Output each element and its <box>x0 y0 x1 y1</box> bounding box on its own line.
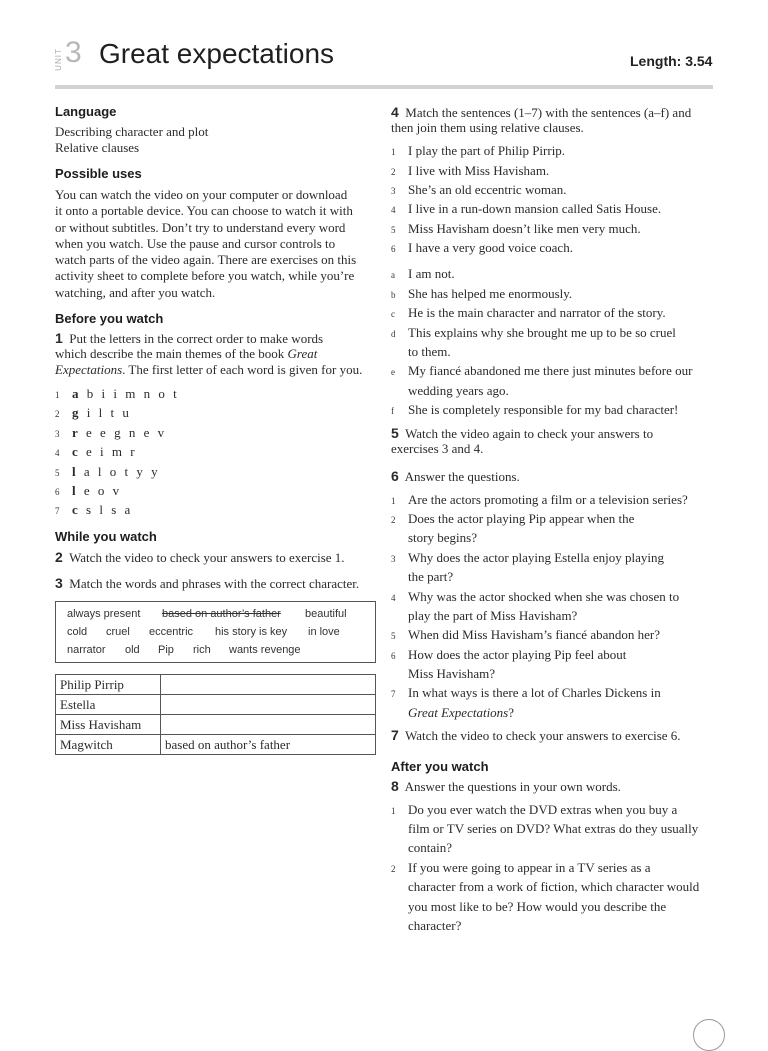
page-title: Great expectations <box>99 38 335 69</box>
character-name: Estella <box>56 695 161 715</box>
uses-line: You can watch the video on your computer or download <box>55 187 348 202</box>
after-heading: After you watch <box>391 759 489 774</box>
ex1-number: 1 <box>55 330 63 346</box>
word-box <box>55 601 376 663</box>
book-title: Expectations <box>55 362 123 377</box>
table-row <box>56 715 376 735</box>
character-name: Philip Pirrip <box>56 675 161 695</box>
question-item-cont: you most like to be? How would you describe the <box>408 899 667 914</box>
character-table <box>55 674 376 755</box>
lettered-item: b She has helped me enormously. <box>391 286 573 301</box>
ex4-line-1: 4 Match the sentences (1–7) with the sentences (a–f) and <box>391 104 692 120</box>
question-item: 4 Why was the actor shocked when she was chosen to <box>391 589 680 604</box>
question-item-cont: Great Expectations? <box>408 705 515 720</box>
ex7: 7 Watch the video to check your answers to exercise 6. <box>391 727 681 743</box>
ex1-line-2 <box>55 346 317 363</box>
lettered-item: f She is completely responsible for my bad character! <box>391 402 679 417</box>
ex5-line-2: exercises 3 and 4. <box>391 441 484 456</box>
uses-line: it onto a portable device. You can choose to watch it with <box>55 203 353 218</box>
uses-heading: Possible uses <box>55 166 142 181</box>
ex2: 2 Watch the video to check your answers to exercise 1. <box>55 549 345 565</box>
lettered-item-cont: wedding years ago. <box>408 383 509 398</box>
character-name: Miss Havisham <box>56 715 161 735</box>
anagram-item: 6 l e o v <box>55 483 122 498</box>
ex1-text-1: Put the letters in the correct order to make words <box>69 331 324 346</box>
lettered-item: d This explains why she brought me up to be so cruel <box>391 325 676 340</box>
question-item: 3 Why does the actor playing Estella enjoy playing <box>391 550 664 565</box>
anagram-item: 5 l a l o t y y <box>55 464 161 479</box>
anagram-item: 2 g i l t u <box>55 405 132 420</box>
sentence-item: 3 She’s an old eccentric woman. <box>391 182 567 197</box>
question-item-cont: Miss Havisham? <box>408 666 496 681</box>
sentence-item: 2 I live with Miss Havisham. <box>391 163 550 178</box>
answer-cell[interactable] <box>161 675 376 695</box>
word-option: always present <box>67 608 141 620</box>
video-length: Length: 3.54 <box>630 53 713 69</box>
table-row <box>56 735 376 755</box>
answer-cell[interactable]: based on author’s father <box>161 735 376 755</box>
question-item-cont: the part? <box>408 569 454 584</box>
question-item: 2 If you were going to appear in a TV series as a <box>391 860 651 875</box>
lettered-item: c He is the main character and narrator of the story. <box>391 305 666 320</box>
ex1-line-1 <box>55 330 323 348</box>
word-option: eccentric <box>149 626 194 638</box>
language-heading: Language <box>55 104 117 119</box>
ex6: 6 Answer the questions. <box>391 468 520 484</box>
uses-line: watching, and after you watch. <box>55 285 216 300</box>
ex8: 8 Answer the questions in your own words. <box>391 778 621 794</box>
ex4-line-2: then join them using relative clauses. <box>391 120 584 135</box>
word-option: cold <box>67 626 88 638</box>
question-item: 6 How does the actor playing Pip feel about <box>391 647 627 662</box>
before-heading: Before you watch <box>55 311 164 326</box>
ex1-text-3: . The first letter of each word is given for you. <box>122 362 363 377</box>
sentence-item: 4 I live in a run-down mansion called Satis House. <box>391 201 662 216</box>
character-name: Magwitch <box>56 735 161 755</box>
language-line-1: Describing character and plot <box>55 124 209 139</box>
ex1-text-2: which describe the main themes of the book <box>55 346 288 361</box>
sentence-item: 1 I play the part of Philip Pirrip. <box>391 143 566 158</box>
language-line-2: Relative clauses <box>55 140 140 155</box>
ex1-line-3 <box>55 362 362 379</box>
sentence-item: 5 Miss Havisham doesn’t like men very much. <box>391 221 641 236</box>
book-title: Great <box>287 346 318 361</box>
word-option: in love <box>308 626 340 638</box>
unit-number: 3 <box>65 36 82 69</box>
question-item-cont: character? <box>408 918 462 933</box>
question-item-cont: film or TV series on DVD? What extras do they usually <box>408 821 699 836</box>
anagram-item: 3 r e e g n e v <box>55 425 167 440</box>
word-option: cruel <box>106 626 130 638</box>
book-title: Great Expectations <box>408 705 509 720</box>
word-option: Pip <box>158 644 174 656</box>
question-item: 7 In what ways is there a lot of Charles Dickens in <box>391 685 661 700</box>
question-item: 2 Does the actor playing Pip appear when the <box>391 511 635 526</box>
uses-line: activity sheet to complete before you watch, while you’re <box>55 268 355 283</box>
word-option: beautiful <box>305 608 347 620</box>
anagram-item: 4 c e i m r <box>55 444 138 459</box>
anagram-item: 1 a b i i m n o t <box>55 386 180 401</box>
answer-cell[interactable] <box>161 695 376 715</box>
sentence-item: 6 I have a very good voice coach. <box>391 240 573 255</box>
table-row <box>56 695 376 715</box>
word-option: his story is key <box>215 626 288 638</box>
word-option-used: based on author’s father <box>162 608 281 620</box>
ex3: 3 Match the words and phrases with the correct character. <box>55 575 360 591</box>
word-option: wants revenge <box>229 644 301 656</box>
question-item-cont: play the part of Miss Havisham? <box>408 608 578 623</box>
word-option: old <box>125 644 140 656</box>
lettered-item-cont: to them. <box>408 344 451 359</box>
header-rule <box>55 85 713 89</box>
anagram-item: 7 c s l s a <box>55 502 133 517</box>
uses-line: or without subtitles. Don’t try to understand every word <box>55 220 346 235</box>
question-item: 5 When did Miss Havisham’s fiancé abandon her? <box>391 627 660 642</box>
word-option: rich <box>193 644 211 656</box>
while-heading: While you watch <box>55 529 157 544</box>
uses-line: when you watch. Use the pause and cursor controls to <box>55 236 336 251</box>
ex5-line-1: 5 Watch the video again to check your answers to <box>391 425 654 441</box>
lettered-item: e My fiancé abandoned me there just minutes before our <box>391 363 693 378</box>
uses-line: watch parts of the video again. There are exercises on this <box>55 252 357 267</box>
answer-cell[interactable] <box>161 715 376 735</box>
table-row <box>56 675 376 695</box>
question-item: 1 Are the actors promoting a film or a television series? <box>391 492 688 507</box>
question-item-cont: contain? <box>408 840 453 855</box>
lettered-item: a I am not. <box>391 266 455 281</box>
unit-word: UNIT <box>53 48 63 71</box>
word-option: narrator <box>67 644 106 656</box>
question-item: 1 Do you ever watch the DVD extras when you buy a <box>391 802 678 817</box>
question-item-cont: character from a work of fiction, which character would <box>408 879 700 894</box>
question-item-cont: story begins? <box>408 530 477 545</box>
